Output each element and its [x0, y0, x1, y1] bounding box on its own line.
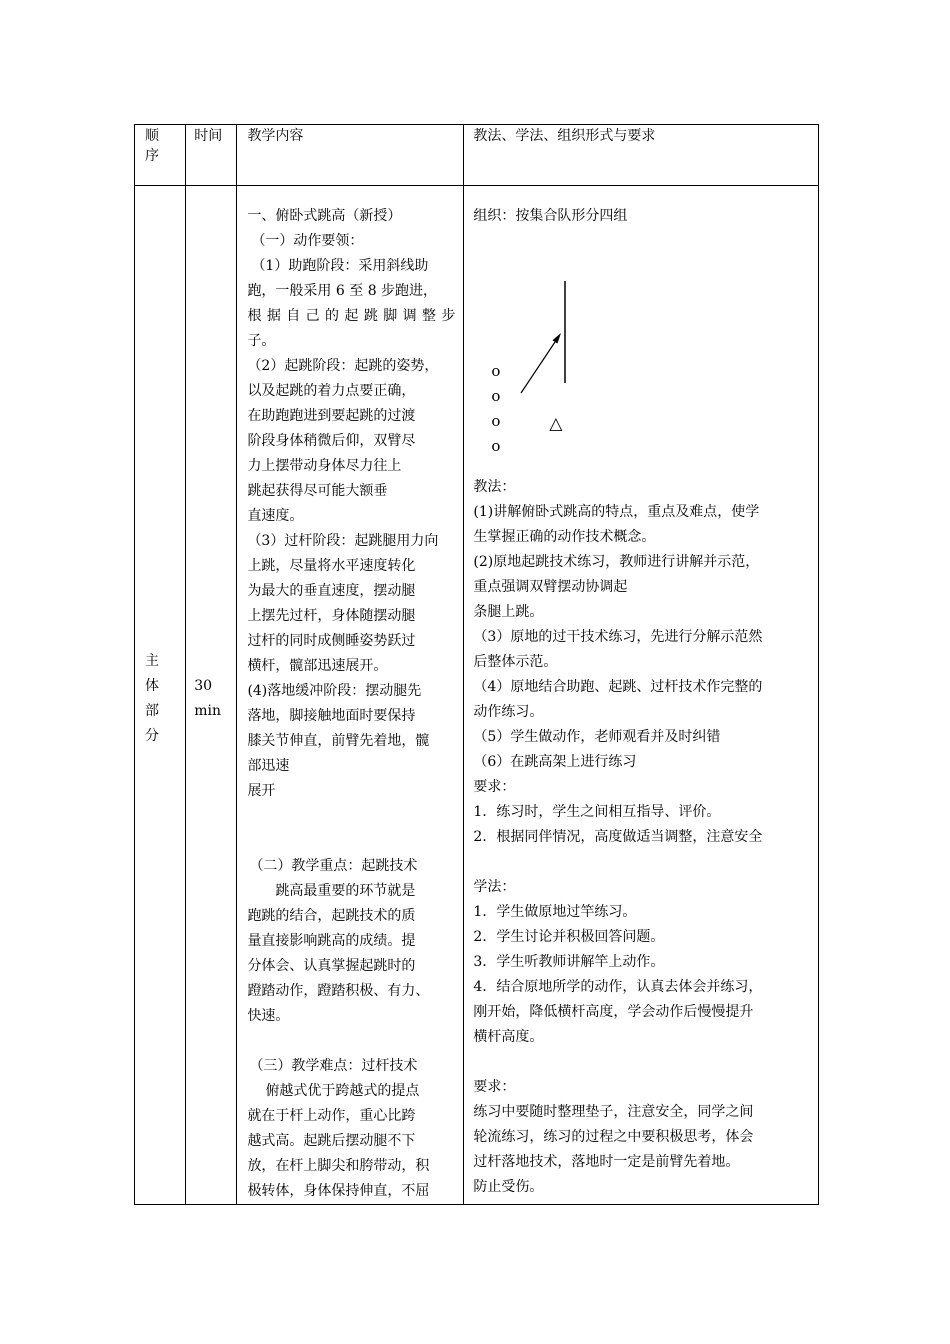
content-line: 落地，脚接触地面时要保持 — [247, 708, 416, 724]
student-marker: o — [491, 412, 501, 430]
content-line: 过杆的同时成侧睡姿势跃过 — [247, 633, 416, 649]
method-line: 条腿上跳。 — [473, 604, 544, 620]
method-line: 要求： — [473, 779, 516, 795]
method-line: 组织：按集合队形分四组 — [473, 208, 628, 224]
content-line: 蹬踏动作，蹬踏积极、有力、 — [247, 983, 430, 999]
student-marker: o — [491, 387, 501, 405]
content-line: 跳起获得尽可能大额垂 — [247, 483, 388, 499]
content-line: 越式高。起跳后摆动腿不下 — [247, 1133, 416, 1149]
content-line: （二）教学重点：起跳技术 — [249, 858, 418, 874]
method-line: 练习中要随时整理垫子，注意安全，同学之间 — [473, 1104, 754, 1120]
method-line: 重点强调双臂摆动协调起 — [473, 579, 628, 595]
content-line: 子。 — [247, 333, 276, 349]
content-line: 部迅速 — [247, 758, 290, 774]
method-line: 3．学生听教师讲解竿上动作。 — [473, 954, 665, 970]
method-line: 教法： — [473, 479, 516, 495]
content-line: 就在于杆上动作，重心比跨 — [247, 1108, 416, 1124]
content-line: 阶段身体稍微后仰，双臂尽 — [247, 433, 416, 449]
method-line: 轮流练习，练习的过程之中要积极思考，体会 — [473, 1129, 754, 1145]
method-line: 后整体示范。 — [473, 654, 558, 670]
formation-diagram-svg — [473, 229, 813, 475]
content-line: 以及起跳的着力点要正确， — [247, 383, 416, 399]
content-line: 直速度。 — [247, 508, 304, 524]
method-line: 2．根据同伴情况，高度做适当调整，注意安全 — [473, 829, 763, 845]
method-cell — [464, 186, 819, 1205]
method-line: 横杆高度。 — [473, 1029, 544, 1045]
duration-cell: 30 min — [186, 186, 237, 1205]
lesson-plan-table — [134, 124, 819, 1205]
content-cell — [237, 186, 464, 1205]
content-line: 上跳，尽量将水平速度转化 — [247, 558, 416, 574]
method-line: (2)原地起跳技术练习，教师进行讲解并示范， — [473, 554, 760, 570]
formation-diagram — [473, 229, 810, 475]
method-line: 要求： — [473, 1079, 516, 1095]
content-line: 快速。 — [247, 1008, 290, 1024]
content-line: 膝关节伸直，前臂先着地，髋 — [247, 733, 430, 749]
method-line: （6）在跳高架上进行练习 — [473, 754, 637, 770]
method-line: 生掌握正确的动作技术概念。 — [473, 529, 656, 545]
table-header-row — [135, 125, 819, 186]
content-line: 极转体，身体保持伸直，不屈 — [247, 1183, 430, 1199]
table-body-row — [135, 186, 819, 1205]
content-line: （1）助跑阶段：采用斜线助 — [251, 258, 429, 274]
method-line: （4）原地结合助跑、起跳、过杆技术作完整的 — [473, 679, 763, 695]
method-line: 4．结合原地所学的动作，认真去体会并练习， — [473, 979, 763, 995]
content-line: 跑跳的结合，起跳技术的质 — [247, 908, 416, 924]
content-line: 跳高最重要的环节就是 — [275, 883, 416, 899]
content-line: (4)落地缓冲阶段：摆动腿先 — [247, 683, 422, 699]
method-line: 过杆落地技术，落地时一定是前臂先着地。 — [473, 1154, 740, 1170]
content-line: 横杆，髋部迅速展开。 — [247, 658, 388, 674]
section-name-cell: 主 体 部 分 — [135, 186, 186, 1205]
content-line: （一）动作要领： — [251, 233, 364, 249]
content-line: （3）过杆阶段：起跳腿用力向 — [247, 533, 439, 549]
student-marker: o — [491, 437, 501, 455]
content-line: 上摆先过杆，身体随摆动腿 — [247, 608, 416, 624]
method-line: （3）原地的过干技术练习，先进行分解示范然 — [473, 629, 763, 645]
method-line: （5）学生做动作，老师观看并及时纠错 — [473, 729, 721, 745]
method-line: 1．练习时，学生之间相互指导、评价。 — [473, 804, 721, 820]
content-line: 一、俯卧式跳高（新授） — [247, 208, 402, 224]
method-line: (1)讲解俯卧式跳高的特点，重点及难点，使学 — [473, 504, 760, 520]
method-line: 2．学生讨论并积极回答问题。 — [473, 929, 665, 945]
content-line: 跑，一般采用 6 至 8 步跑进， — [247, 283, 438, 299]
content-line: 量直接影响跳高的成绩。提 — [247, 933, 416, 949]
content-line: 在助跑跑进到要起跳的过渡 — [247, 408, 416, 424]
header-time: 时间 — [186, 125, 237, 186]
content-line: （三）教学难点：过杆技术 — [249, 1058, 418, 1074]
header-seq: 顺 序 — [135, 125, 186, 186]
header-method: 教法、学法、组织形式与要求 — [464, 125, 819, 186]
approach-arrow — [521, 339, 557, 393]
approach-arrow-head — [553, 333, 562, 344]
content-line: 展开 — [247, 783, 276, 799]
method-line: 刚开始，降低横杆高度，学会动作后慢慢提升 — [473, 1004, 754, 1020]
method-line: 学法： — [473, 879, 516, 895]
teacher-marker: △ — [549, 414, 563, 434]
method-line: 防止受伤。 — [473, 1179, 544, 1195]
student-marker: o — [491, 362, 501, 380]
content-line: （2）起跳阶段：起跳的姿势， — [247, 358, 439, 374]
content-line: 分体会、认真掌握起跳时的 — [247, 958, 416, 974]
method-line: 动作练习。 — [473, 704, 544, 720]
content-line: 力上摆带动身体尽力往上 — [247, 458, 402, 474]
content-line: 为最大的垂直速度，摆动腿 — [247, 583, 416, 599]
header-content: 教学内容 — [237, 125, 464, 186]
content-line: 俯越式优于跨越式的提点 — [265, 1083, 420, 1099]
content-line: 根据自己的起跳脚调整步 — [247, 308, 456, 324]
method-line: 1．学生做原地过竿练习。 — [473, 904, 637, 920]
content-line: 放，在杆上脚尖和胯带动，积 — [247, 1158, 430, 1174]
